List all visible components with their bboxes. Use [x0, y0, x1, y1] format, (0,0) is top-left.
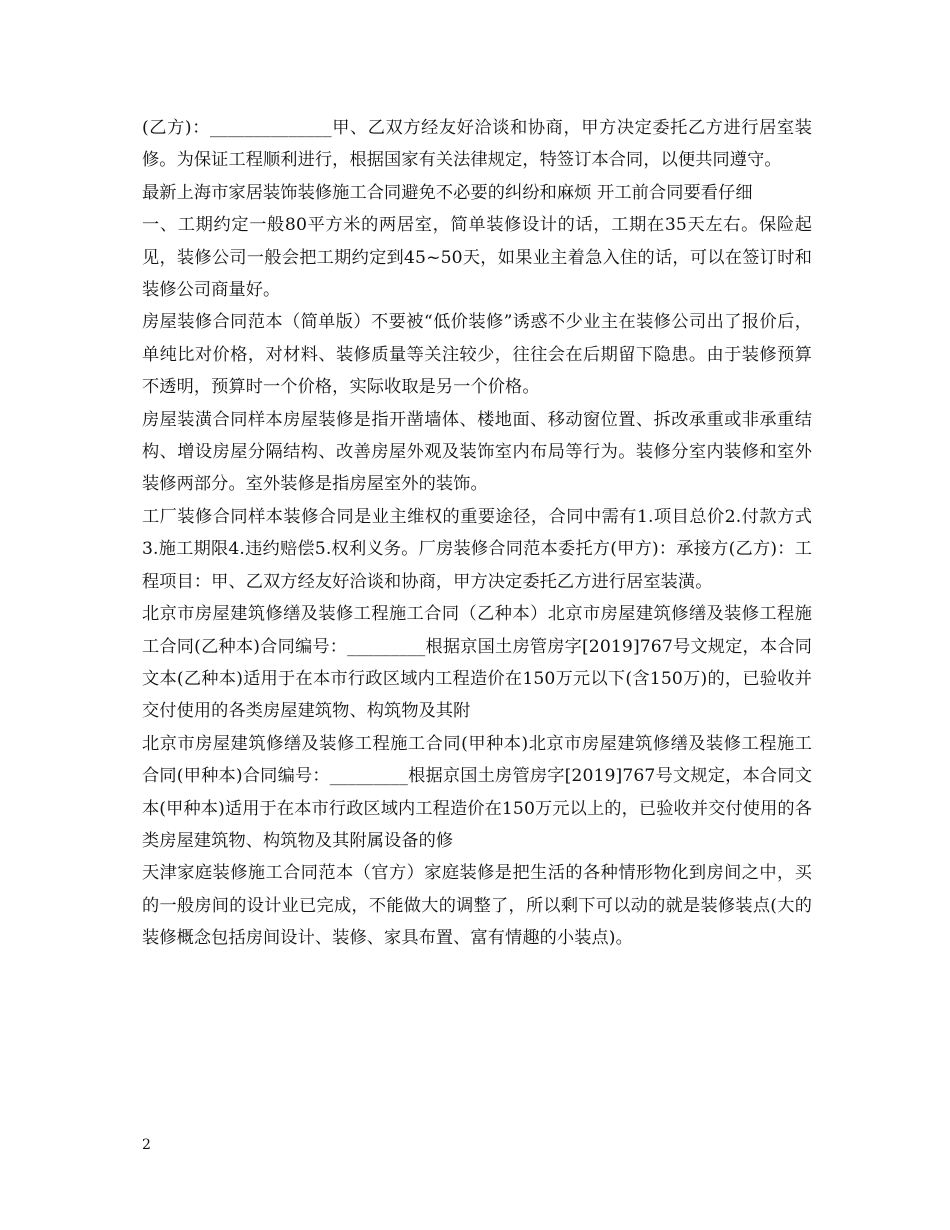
paragraph-tianjin-contract: 天津家庭装修施工合同范本（官方）家庭装修是把生活的各种情形物化到房间之中，买的一般房间的设计业已完成，不能做大的调整了，所以剩下可以动的就是装修装点(大的装修概念包括房间设计、装修、家具布置、富有情趣的小装点)。 — [142, 863, 812, 949]
paragraph-contract-intro: (乙方)：______________甲、乙双方经友好洽谈和协商，甲方决定委托乙方进行居室装修。为保证工程顺利进行，根据国家有关法律规定，特签订本合同，以便共同遵守。 — [142, 118, 812, 171]
paragraph-beijing-type-a: 北京市房屋建筑修缮及装修工程施工合同(甲种本)北京市房屋建筑修缮及装修工程施工合同(甲种本)合同编号：_________根据京国土房管房字[2019]767号文规定，本合同文本(甲种本)适用于在本市行政区域内工程造价在150万元以上的，已验收并交付使用的各类房屋建筑物、构筑物及其附属设备的修 — [142, 733, 812, 851]
paragraph-decoration-definition: 房屋装潢合同样本房屋装修是指开凿墙体、楼地面、移动窗位置、拆改承重或非承重结构、增设房屋分隔结构、改善房屋外观及装饰室内布局等行为。装修分室内装修和室外装修两部分。室外装修是指房屋室外的装饰。 — [142, 409, 812, 495]
paragraph-factory-contract: 工厂装修合同样本装修合同是业主维权的重要途径，合同中需有1.项目总价2.付款方式3.施工期限4.违约赔偿5.权利义务。厂房装修合同范本委托方(甲方)：承接方(乙方)：工程项目：甲、乙双方经友好洽谈和协商，甲方决定委托乙方进行居室装潢。 — [142, 506, 812, 592]
paragraph-schedule: 一、工期约定一般80平方米的两居室，简单装修设计的话，工期在35天左右。保险起见，装修公司一般会把工期约定到45~50天，如果业主着急入住的话，可以在签订时和装修公司商量好。 — [142, 215, 812, 301]
paragraph-shanghai-contract: 最新上海市家居装饰装修施工合同避免不必要的纠纷和麻烦 开工前合同要看仔细 — [142, 182, 753, 203]
document-body — [142, 112, 812, 955]
page-number: 2 — [142, 1137, 151, 1153]
paragraph-simple-template: 房屋装修合同范本（简单版）不要被“低价装修”诱惑不少业主在装修公司出了报价后，单纯比对价格，对材料、装修质量等关注较少，往往会在后期留下隐患。由于装修预算不透明，预算时一个价格，实际收取是另一个价格。 — [142, 312, 812, 398]
paragraph-beijing-type-b: 北京市房屋建筑修缮及装修工程施工合同（乙种本）北京市房屋建筑修缮及装修工程施工合同(乙种本)合同编号：_________根据京国土房管房字[2019]767号文规定，本合同文本(乙种本)适用于在本市行政区域内工程造价在150万元以下(含150万)的，已验收并交付使用的各类房屋建筑物、构筑物及其附 — [142, 604, 812, 722]
